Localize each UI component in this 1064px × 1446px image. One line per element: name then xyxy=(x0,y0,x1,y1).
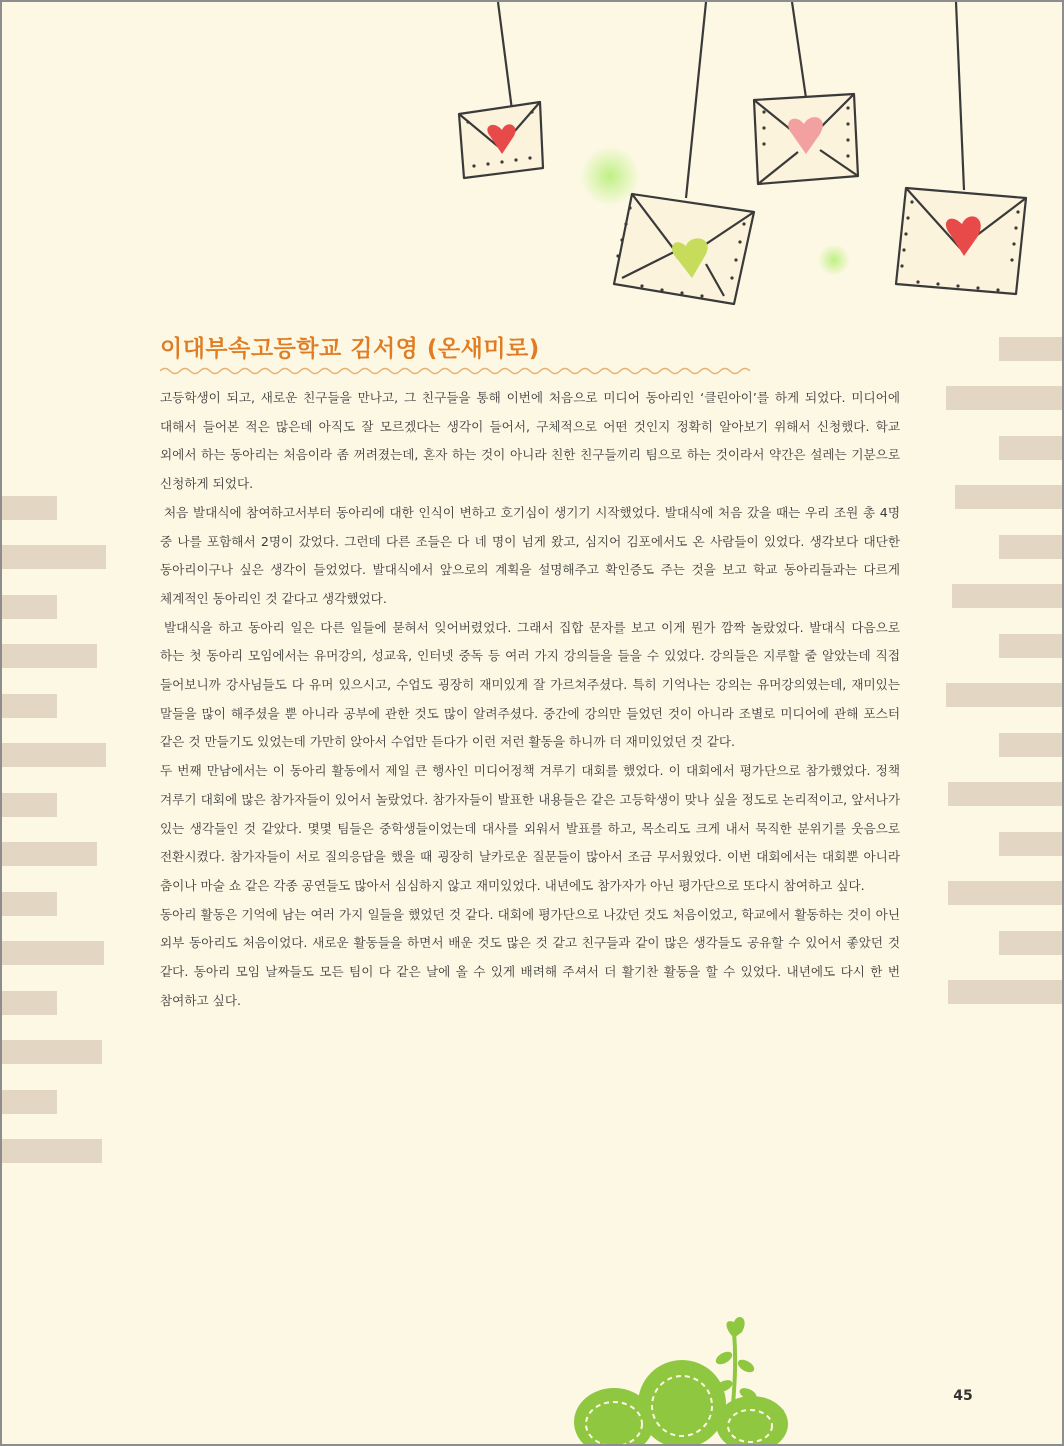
stripe xyxy=(999,535,1062,559)
stripe xyxy=(2,793,57,817)
title-wavy-underline xyxy=(160,366,750,376)
paragraph: 동아리 활동은 기억에 남는 여러 가지 일들을 했었던 것 같다. 대회에 평가단으로 나갔던 것도 처음이었고, 학교에서 활동하는 것이 아닌 외부 동아리도 처음이었다. 새로운 활동들을 하면서 배운 것도 많은 것 같고 친구들과 같이 많은 생각들도 공유할 수 있어서 좋았던 것 같다. 동아리 모임 날짜들도 모든 팀이 다 같은 날에 올 수 있게 배려해 주셔서 더 활기찬 활동을 할 수 있었다. 내년에도 다시 한 번 참여하고 싶다. xyxy=(160,906,900,1008)
envelope-icon xyxy=(459,102,543,178)
stripe xyxy=(2,991,57,1015)
stripe xyxy=(2,644,97,668)
stripe xyxy=(948,980,1062,1004)
stripe xyxy=(999,436,1062,460)
stripe xyxy=(2,1040,102,1064)
stripe xyxy=(999,634,1062,658)
stripe xyxy=(2,892,57,916)
envelope-icon xyxy=(614,194,754,304)
paragraph: 발대식을 하고 동아리 일은 다른 일들에 묻혀서 잊어버렸었다. 그래서 집합 문자를 보고 이게 뭔가 깜짝 놀랐었다. 발대식 다음으로 하는 첫 동아리 모임에서는 유머강의, 성교육, 인터넷 중독 등 여러 가지 강의들을 들을 수 있었다. 강의들은 지루할 줄 알았는데 직접 들어보니까 강사님들도 다 유머 있으시고, 수업도 굉장히 재미있게 잘 가르쳐주셨다. 특히 기억나는 강의는 유머강의였는데, 재미있는 말들을 많이 해주셨을 뿐 아니라 공부에 관한 것도 많이 알려주셨다. 중간에 강의만 들었던 것이 아니라 조별로 미디어에 관해 포스터 같은 것 만들기도 있었는데 가만히 앉아서 수업만 듣다가 이런 저런 활동을 하니까 더 재미있었던 것 같다. xyxy=(160,619,900,750)
envelope-icon xyxy=(754,94,858,184)
stripe xyxy=(999,337,1062,361)
stripe xyxy=(2,694,57,718)
stripe xyxy=(2,842,97,866)
stripe xyxy=(2,545,106,569)
stripe xyxy=(2,1139,102,1163)
paragraph: 두 번째 만남에서는 이 동아리 활동에서 제일 큰 행사인 미디어정책 겨루기 대회를 했었다. 이 대회에서 평가단으로 참가했었다. 정책 겨루기 대회에 많은 참가자들이 있어서 놀랐었다. 참가자들이 발표한 내용들은 같은 고등학생이 맞나 싶을 정도로 논리적이고, 앞서나가 있는 생각들인 것 같았다. 몇몇 팀들은 중학생들이었는데 대사를 외워서 발표를 하고, 목소리도 크게 내서 묵직한 분위기를 웃음으로 전환시켰다. 참가자들이 서로 질의응답을 했을 때 굉장히 날카로운 질문들이 많아서 조금 무서웠었다. 이번 대회에서는 대회뿐 아니라 춤이나 마술 쇼 같은 각종 공연들도 많아서 심심하지 않고 재미있었다. 내년에도 참가자가 아닌 평가단으로 또다시 참여하고 싶다. xyxy=(160,763,900,893)
stripe xyxy=(2,1090,57,1114)
paragraph: 처음 발대식에 참여하고서부터 동아리에 대한 인식이 변하고 호기심이 생기기 시작했었다. 발대식에 처음 갔을 때는 우리 조원 총 4명 중 나를 포함해서 2명이 갔었다. 그런데 다른 조들은 다 네 명이 넘게 왔고, 심지어 김포에서도 온 사람들이 있었다. 생각보다 대단한 동아리이구나 싶은 생각이 들었었다. 발대식에서 앞으로의 계획을 설명해주고 확인증도 주는 것을 보고 학교 동아리들과는 다르게 체계적인 동아리인 것 같다고 생각했었다. xyxy=(160,504,900,606)
stripe xyxy=(999,832,1062,856)
stripe xyxy=(946,683,1062,707)
envelope-icon xyxy=(896,188,1026,294)
stripe xyxy=(2,941,104,965)
stripe xyxy=(2,743,106,767)
stripe xyxy=(946,386,1062,410)
bush-illustration xyxy=(2,1302,1062,1444)
hanging-envelopes-illustration xyxy=(2,2,1062,322)
paragraph: 고등학생이 되고, 새로운 친구들을 만나고, 그 친구들을 통해 이번에 처음으로 미디어 동아리인 ‘클린아이’를 하게 되었다. 미디어에 대해서 들어본 적은 많은데 아직도 잘 모르겠다는 생각이 들어서, 구체적으로 어떤 것인지 정확히 알아보기 위해서 신청했다. 학교 외에서 하는 동아리는 처음이라 좀 꺼려졌는데, 혼자 하는 것이 아니라 친한 친구들끼리 팀으로 하는 것이라서 약간은 설레는 기분으로 신청하게 되었다. xyxy=(160,390,900,492)
stripe xyxy=(948,881,1062,905)
stripe xyxy=(2,496,57,520)
hanging-strings xyxy=(498,2,964,198)
article-title: 이대부속고등학교 김서영 (온새미로) xyxy=(160,336,540,362)
stripe xyxy=(999,931,1062,955)
stripe xyxy=(948,782,1062,806)
page-number: 45 xyxy=(953,1388,973,1404)
sparkle-glow xyxy=(818,244,850,276)
stripe xyxy=(955,485,1062,509)
stripe xyxy=(952,584,1062,608)
stripe xyxy=(2,595,57,619)
stripe xyxy=(999,733,1062,757)
article-body xyxy=(160,384,900,1015)
bush-icon xyxy=(574,1360,788,1444)
